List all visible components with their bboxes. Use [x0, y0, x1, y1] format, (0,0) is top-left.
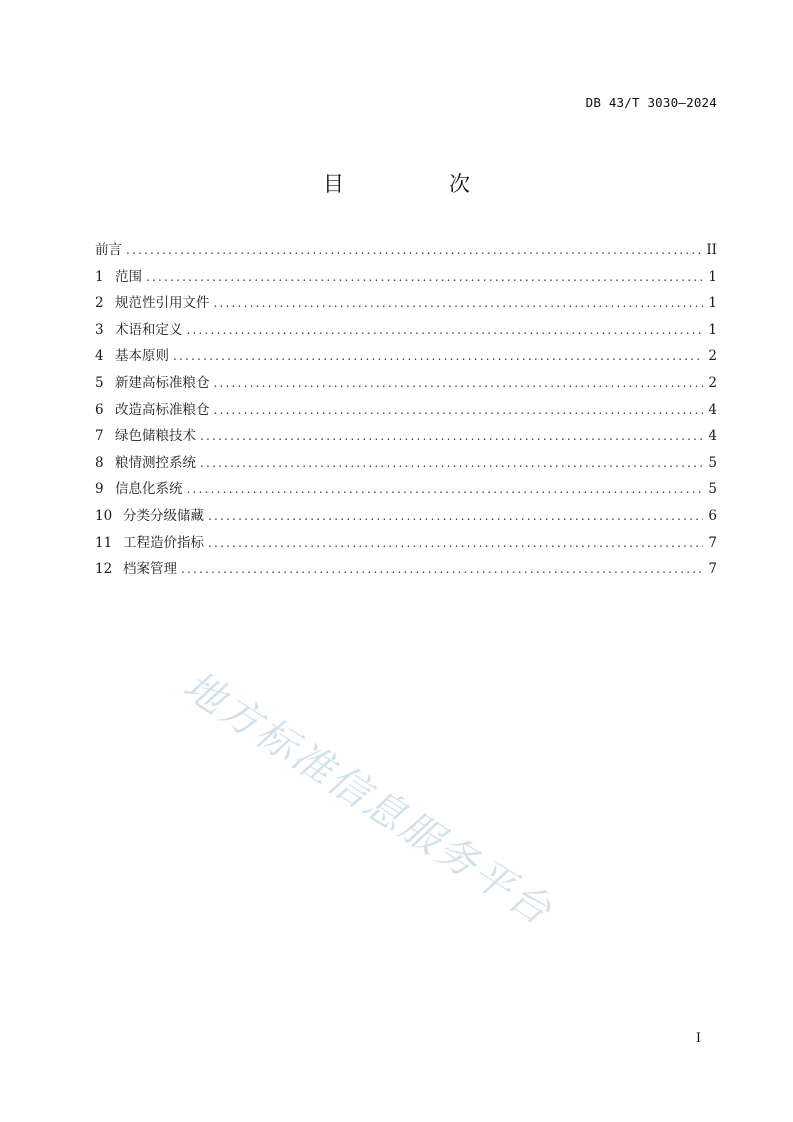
toc-entry-2[interactable] — [95, 293, 717, 320]
toc-entry-label: 新建高标准粮仓 — [115, 374, 210, 391]
toc-entry-9[interactable] — [95, 479, 717, 506]
toc-entry-number: 6 — [95, 401, 104, 418]
toc-leader-dots — [126, 240, 702, 260]
toc-entry-label: 改造高标准粮仓 — [115, 401, 210, 418]
toc-entry-12[interactable] — [95, 559, 717, 586]
toc-entry-11[interactable] — [95, 533, 717, 560]
toc-entry-page: 2 — [708, 348, 717, 365]
toc-entry-label: 分类分级储藏 — [123, 507, 204, 524]
toc-entry-label: 规范性引用文件 — [115, 295, 210, 312]
toc-list — [95, 240, 717, 586]
document-code: DB 43/T 3030—2024 — [585, 95, 717, 110]
toc-entry-number: 3 — [95, 321, 104, 338]
toc-entry-number: 5 — [95, 374, 104, 391]
toc-entry-label: 绿色储粮技术 — [115, 428, 196, 445]
toc-leader-dots — [214, 293, 704, 313]
toc-entry-5[interactable] — [95, 373, 717, 400]
toc-leader-dots — [214, 373, 704, 393]
toc-title: 目 次 — [323, 172, 512, 196]
page-number: I — [695, 1031, 701, 1046]
toc-entry-label: 术语和定义 — [115, 321, 183, 338]
toc-entry-page: 7 — [708, 534, 717, 551]
toc-entry-page: 2 — [708, 374, 717, 391]
toc-entry-7[interactable] — [95, 426, 717, 453]
toc-leader-dots — [181, 559, 703, 579]
toc-entry-page: II — [706, 242, 717, 258]
toc-entry-page: 1 — [708, 268, 717, 285]
toc-entry-number: 1 — [95, 268, 104, 285]
toc-entry-page: 1 — [708, 295, 717, 312]
toc-entry-label: 基本原则 — [115, 348, 169, 365]
toc-entry-label: 范围 — [115, 268, 142, 285]
toc-leader-dots — [187, 479, 704, 499]
toc-leader-dots — [208, 533, 703, 553]
toc-entry-page: 1 — [708, 321, 717, 338]
toc-entry-label: 工程造价指标 — [123, 534, 204, 551]
toc-entry-page: 6 — [708, 507, 717, 524]
toc-entry-number: 8 — [95, 454, 104, 471]
toc-entry-number: 9 — [95, 481, 104, 498]
toc-entry-foreword[interactable] — [95, 240, 717, 267]
toc-entry-page: 5 — [708, 454, 717, 471]
toc-entry-label: 信息化系统 — [115, 481, 183, 498]
toc-entry-number: 4 — [95, 348, 104, 365]
toc-entry-3[interactable] — [95, 320, 717, 347]
toc-leader-dots — [208, 506, 703, 526]
toc-entry-page: 7 — [708, 561, 717, 578]
toc-leader-dots — [187, 320, 704, 340]
toc-entry-1[interactable] — [95, 267, 717, 294]
watermark-text: 地方标准信息服务平台 — [175, 662, 561, 936]
toc-entry-number: 12 — [95, 561, 113, 578]
toc-entry-number: 11 — [95, 534, 113, 551]
toc-leader-dots — [200, 426, 703, 446]
toc-entry-number: 2 — [95, 295, 104, 312]
toc-entry-8[interactable] — [95, 453, 717, 480]
toc-entry-6[interactable] — [95, 400, 717, 427]
toc-leader-dots — [173, 346, 703, 366]
toc-leader-dots — [214, 400, 704, 420]
toc-entry-page: 4 — [708, 428, 717, 445]
toc-leader-dots — [200, 453, 703, 473]
toc-entry-label: 前言 — [95, 242, 122, 258]
toc-entry-number: 7 — [95, 428, 104, 445]
toc-entry-4[interactable] — [95, 346, 717, 373]
toc-entry-label: 档案管理 — [123, 561, 177, 578]
toc-entry-number: 10 — [95, 507, 113, 524]
toc-entry-page: 5 — [708, 481, 717, 498]
toc-entry-10[interactable] — [95, 506, 717, 533]
toc-entry-page: 4 — [708, 401, 717, 418]
toc-entry-label: 粮情测控系统 — [115, 454, 196, 471]
toc-leader-dots — [146, 267, 703, 287]
